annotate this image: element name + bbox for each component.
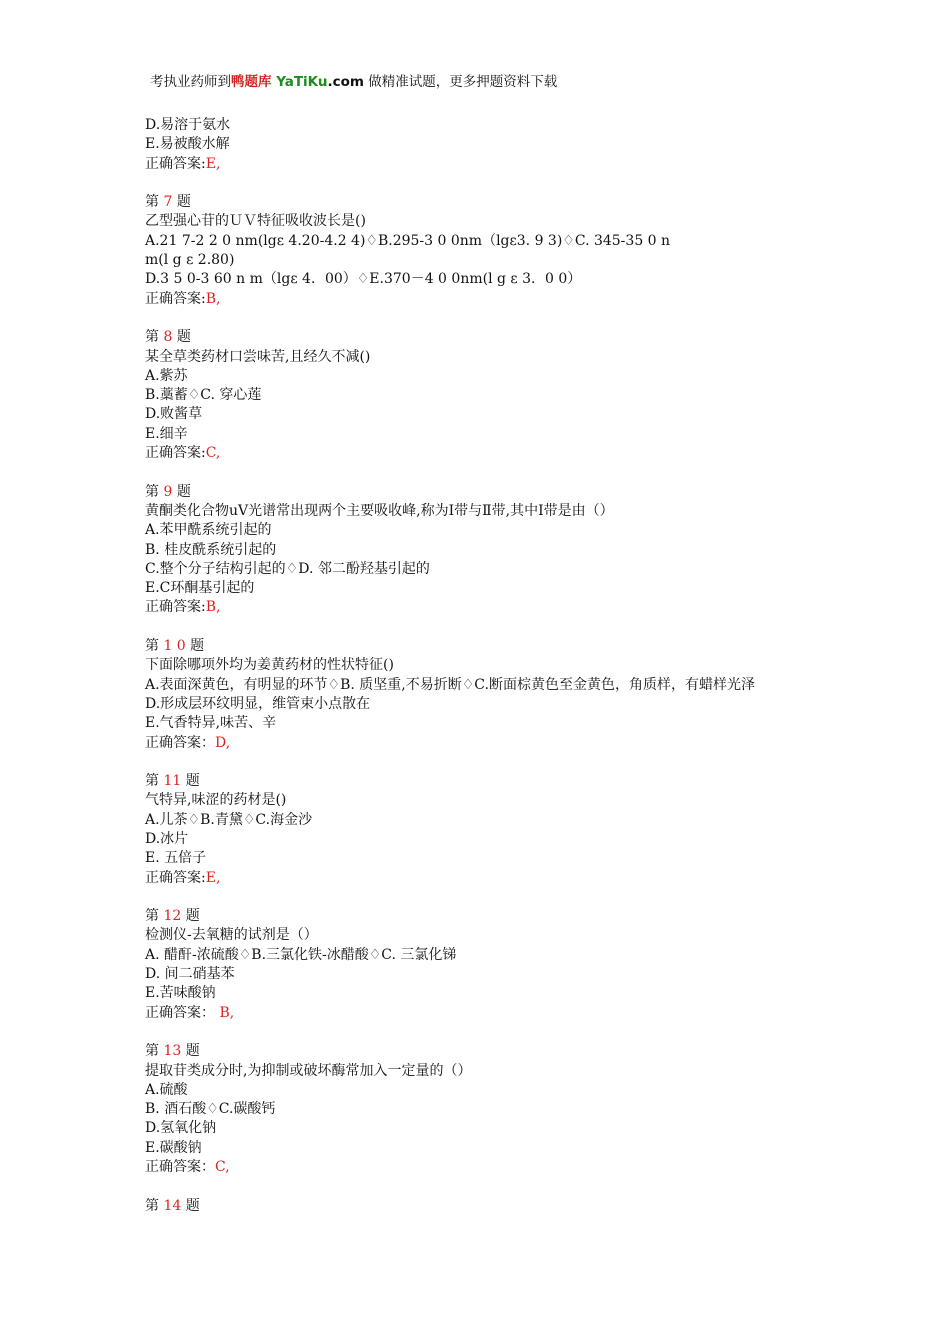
header-prefix: 考执业药师到 [150,74,231,90]
question-stem: 气特异,味涩的药材是() [145,792,287,809]
question-number-suffix: 题 [181,908,200,925]
answer-label: 正确答案: [145,445,206,462]
question-number [145,637,815,656]
header-domain: .com [327,74,365,90]
answer-label: 正确答案： [145,734,215,751]
option-line: D.败酱草 [145,406,203,423]
question-number-prefix: 第 [145,773,164,790]
question-number-suffix: 题 [185,638,205,655]
question-number-prefix: 第 [145,483,164,500]
answer-value: C, [205,445,221,462]
answer-line [145,734,815,753]
option-line: A.表面深黄色，有明显的环节♢B. 质坚重,不易折断♢C.断面棕黄色至金黄色，角质样，有蜡样光泽 [145,676,755,693]
questions-container [145,193,815,1196]
question-number-suffix: 题 [172,329,191,346]
answer-label: 正确答案: [145,869,206,886]
option-line: B. 桂皮酰系统引起的 [145,541,277,558]
answer-value: B, [215,1004,235,1021]
question-number-value: 1 0 [163,638,186,655]
spacer [145,1177,815,1196]
spacer [145,1023,815,1042]
question-number [145,328,815,347]
header-brand: YaTiKu [271,74,328,90]
question-stem: 下面除哪项外均为姜黄药材的性状特征() [145,657,394,674]
question-number-prefix: 第 [145,1197,164,1214]
answer-label: 正确答案： [145,1004,215,1021]
question-number-value: 13 [163,1043,182,1060]
question-number-value: 11 [163,773,182,790]
option-line: A.21 7-2 2 0 nm(lgε 4.20-4.2 4)♢B.295-3 0 0nm（lgε3. 9 3)♢C. 345-35 0 n [145,232,671,249]
question-list [145,116,815,1216]
answer-line [145,155,815,174]
answer-line [145,290,815,309]
option-line: A.紫苏 [145,367,188,384]
answer-label: 正确答案： [145,1159,215,1176]
question-number-value: 7 [163,194,173,211]
answer-label: 正确答案: [145,599,206,616]
question-number-prefix: 第 [145,194,164,211]
option-line: A. 醋酐-浓硫酸♢B.三氯化铁-冰醋酸♢C. 三氯化锑 [145,946,457,963]
page-header [150,70,557,90]
question-stem: 提取苷类成分时,为抑制或破坏酶常加入一定量的（） [145,1062,472,1079]
question-number-value: 9 [163,483,173,500]
question-stem: 检测仪-去氧糖的试剂是（） [145,927,318,944]
answer-line [145,1004,815,1023]
spacer [145,618,815,637]
option-line: E.细辛 [145,425,188,442]
option-line: E.C环酮基引起的 [145,580,255,597]
option-line: B. 酒石酸♢C.碳酸钙 [145,1101,276,1118]
option-line: D.氢氧化钠 [145,1120,217,1137]
option-line: B.藁蓄♢C. 穿心莲 [145,387,262,404]
answer-value: C, [215,1159,230,1176]
option-line: D.3 5 0-3 60 n m（lgε 4．00）♢E.370－4 0 0nm(l g ε 3．0 0） [145,271,582,288]
option-line: D.冰片 [145,830,189,847]
question-number-prefix: 第 [145,908,164,925]
option-e: E.易被酸水解 [145,136,230,153]
option-line: A.硫酸 [145,1081,188,1098]
answer-label: 正确答案: [145,290,206,307]
answer-label: 正确答案: [145,155,206,172]
question-number [145,1042,815,1061]
answer-value: B, [205,599,221,616]
option-line: C.整个分子结构引起的♢D. 邻二酚羟基引起的 [145,560,430,577]
option-line: D.形成层环纹明显，维管束小点散在 [145,695,371,712]
spacer [145,309,815,328]
option-line: E.苦味酸钠 [145,985,216,1002]
question-number-prefix: 第 [145,1043,164,1060]
question-stem: 黄酮类化合物uV光谱常出现两个主要吸收峰,称为Ⅰ带与Ⅱ带,其中Ⅰ带是由（） [145,502,614,519]
question-number-suffix: 题 [181,1043,200,1060]
option-line: A.儿茶♢B.青黛♢C.海金沙 [145,811,313,828]
answer-value: B, [205,290,221,307]
question-number-value: 8 [163,329,173,346]
answer-line [145,444,815,463]
header-site-name: 鸭题库 [231,74,272,90]
question-number-prefix: 第 [145,329,164,346]
header-suffix: 做精准试题，更多押题资料下载 [364,74,558,90]
option-line: E.气香特异,味苦、辛 [145,715,277,732]
question-number [145,193,815,212]
spacer [145,753,815,772]
question-stem: 乙型强心苷的ＵＶ特征吸收波长是() [145,213,366,230]
question-number-suffix: 题 [181,773,200,790]
spacer [145,888,815,907]
option-line: m(l g ε 2.80) [145,252,235,269]
question-number [145,1197,815,1216]
answer-line [145,1158,815,1177]
spacer [145,174,815,193]
answer-value: D, [215,734,231,751]
question-stem: 某全草类药材口尝味苦,且经久不减() [145,348,371,365]
question-number [145,483,815,502]
option-line: D. 间二硝基苯 [145,966,235,983]
question-number [145,772,815,791]
option-d: D.易溶于氨水 [145,117,231,133]
option-line: E.碳酸钠 [145,1139,202,1156]
question-number-suffix: 题 [181,1197,200,1214]
question-number-value: 12 [163,908,182,925]
question-number-suffix: 题 [172,194,191,211]
spacer [145,463,815,482]
answer-line [145,598,815,617]
question-number [145,907,815,926]
option-line: E. 五倍子 [145,850,207,867]
answer-value: E, [205,155,221,172]
question-number-value: 14 [163,1197,182,1214]
question-number-prefix: 第 [145,638,164,655]
option-line: A.苯甲酰系统引起的 [145,522,272,539]
answer-value: E, [205,869,221,886]
question-number-suffix: 题 [172,483,191,500]
answer-line [145,869,815,888]
